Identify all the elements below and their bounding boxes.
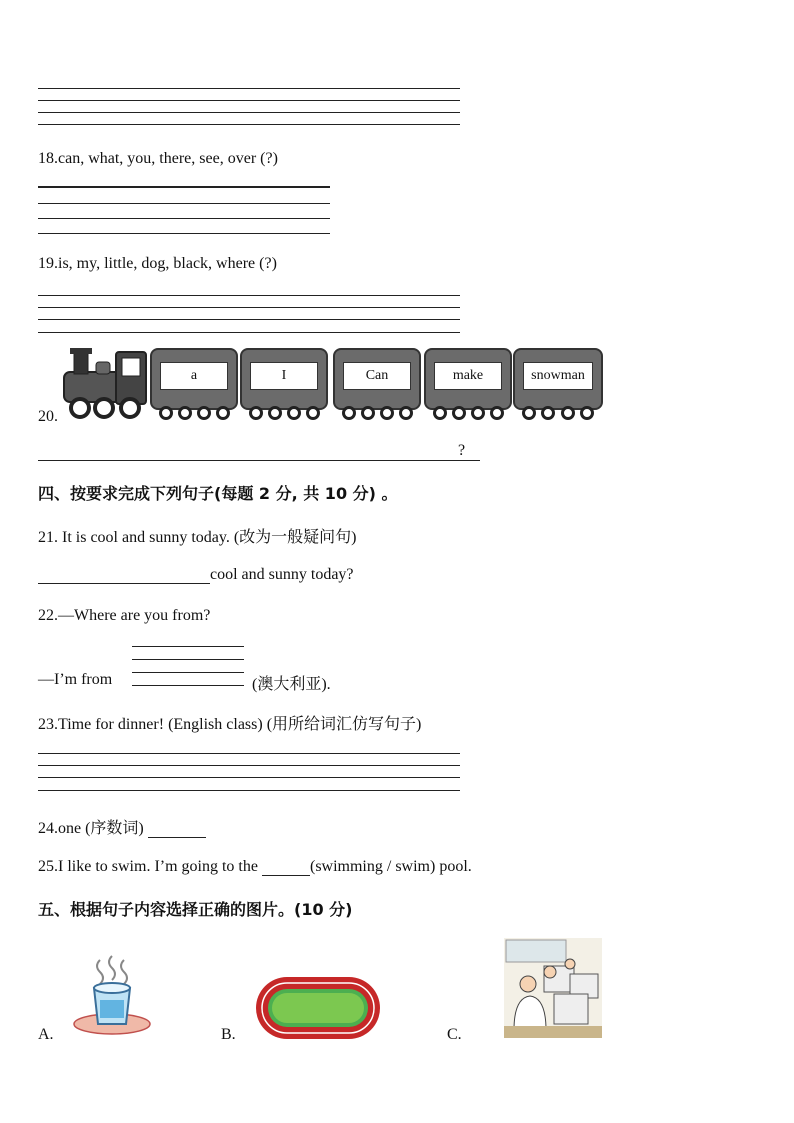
question-22-hint: (澳大利亚). xyxy=(252,676,331,693)
question-22: 22.—Where are you from? xyxy=(38,607,211,624)
section-4-title: 四、按要求完成下列句子(每题 2 分, 共 10 分) 。 xyxy=(38,484,398,503)
answer-line xyxy=(38,124,460,125)
train-car xyxy=(150,348,238,410)
answer-line xyxy=(38,790,460,791)
train-car-word: snowman xyxy=(523,362,593,390)
answer-line xyxy=(38,777,460,778)
train-car-word: a xyxy=(160,362,228,390)
question-24: 24.one (序数词) xyxy=(38,815,206,838)
answer-line xyxy=(38,332,460,333)
option-a-label: A. xyxy=(38,1026,54,1043)
answer-line xyxy=(38,765,460,766)
section-5-title: 五、根据句子内容选择正确的图片。(10 分) xyxy=(38,900,353,919)
question-20-number: 20. xyxy=(38,408,58,425)
answer-blank[interactable] xyxy=(148,819,206,838)
question-21-answer: cool and sunny today? xyxy=(38,565,354,584)
question-22-prefix: —I’m from xyxy=(38,671,113,688)
answer-line xyxy=(132,646,244,647)
running-track-icon[interactable] xyxy=(254,975,382,1041)
option-b-label: B. xyxy=(221,1026,236,1043)
question-21: 21. It is cool and sunny today. (改为一般疑问句) xyxy=(38,529,357,546)
train-car xyxy=(513,348,603,410)
answer-blank[interactable] xyxy=(262,857,310,876)
answer-line xyxy=(38,753,460,754)
question-19: 19.is, my, little, dog, black, where (?) xyxy=(38,255,277,272)
answer-line xyxy=(38,460,480,461)
answer-line xyxy=(38,112,460,113)
answer-line xyxy=(38,307,460,308)
answer-line xyxy=(38,295,460,296)
question-25: 25.I like to swim. I’m going to the (swimming / swim) pool. xyxy=(38,858,472,875)
option-c-label: C. xyxy=(447,1026,462,1043)
answer-line xyxy=(38,319,460,320)
train-car-word: I xyxy=(250,362,318,390)
train-car-word: make xyxy=(434,362,502,390)
train-car xyxy=(333,348,421,410)
answer-line[interactable] xyxy=(132,685,244,686)
answer-line xyxy=(38,203,330,204)
train-engine-icon xyxy=(60,346,150,420)
answer-blank[interactable] xyxy=(38,565,210,584)
answer-line xyxy=(38,100,460,101)
answer-line xyxy=(132,659,244,660)
train-car xyxy=(424,348,512,410)
answer-line xyxy=(38,88,460,89)
question-23: 23.Time for dinner! (English class) (用所给词汇仿写句子) xyxy=(38,716,422,733)
train-car-word: Can xyxy=(343,362,411,390)
answer-line xyxy=(38,233,330,234)
hot-water-glass-icon[interactable] xyxy=(70,954,154,1038)
computer-class-icon[interactable] xyxy=(504,938,602,1038)
answer-line xyxy=(132,672,244,673)
train-car xyxy=(240,348,328,410)
answer-line xyxy=(38,218,330,219)
answer-line xyxy=(38,186,330,188)
question-18: 18.can, what, you, there, see, over (?) xyxy=(38,150,278,167)
question-mark: ? xyxy=(458,442,466,459)
